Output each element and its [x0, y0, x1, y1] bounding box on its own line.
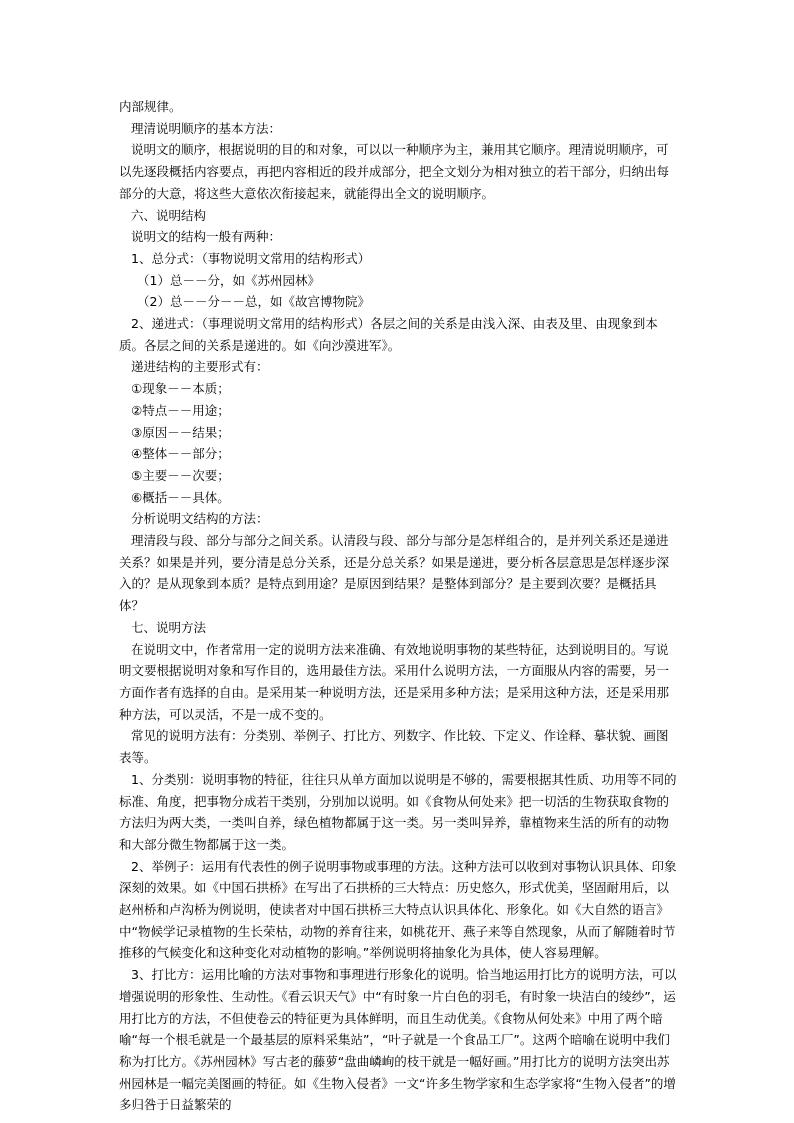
- list-item: （1）总－－分，如《苏州园林》: [137, 272, 320, 288]
- paragraph-heading: 分析说明文结构的方法：: [131, 511, 269, 527]
- list-item: 1、总分式：（事物说明文常用的结构形式）: [131, 250, 371, 266]
- list-item: 2、递进式：（事理说明文常用的结构形式）各层之间的关系是由浅入深、由表及里、由现象到本质。各层之间的关系是递进的。如《向沙漠进军》。: [119, 316, 658, 353]
- section-heading-seven: 七、说明方法: [131, 619, 207, 635]
- paragraph: 递进结构的主要形式有：: [131, 359, 269, 375]
- list-item: （2）总－－分－－总，如《故宫博物院》: [137, 294, 370, 310]
- paragraph: 说明文的结构一般有两种：: [131, 229, 282, 245]
- paragraph: 3、打比方：运用比喻的方法对事物和事理进行形象化的说明。恰当地运用打比方的说明方法，可以增强说明的形象性、生动性。《看云识天气》中“有时象一片白色的羽毛，有时象一块洁白的绫纱”，运用打比方的方法，不但使卷云的特征更为具体鲜明，而且生动优美。《食物从何处来》中用了两个暗喻“每一个根毛就是一个最基层的原料采集站”，“叶子就是一个食品工厂”。这两个暗喻在说明中我们称为打比方。《苏州园林》写古老的藤萝“盘曲嶙峋的枝干就是一幅好画。”用打比方的说明方法突出苏州园林是一幅完美图画的特征。如《生物入侵者》一文“许多生物学家和生态学家将“生物入侵者”的增多归咎于日益繁荣的: [119, 967, 677, 1113]
- paragraph: 理清段与段、部分与部分之间关系。认清段与段、部分与部分是怎样组合的，是并列关系还是递进关系？如果是并列，要分清是总分关系，还是分总关系？如果是递进，要分析各层意思是怎样逐步深入的？是从现象到本质？是特点到用途？是原因到结果？是整体到部分？是主要到次要？是概括具体？: [119, 533, 670, 614]
- paragraph-heading: 理清说明顺序的基本方法：: [131, 120, 282, 136]
- list-item: ④整体－－部分；: [131, 446, 230, 462]
- list-item: ①现象－－本质；: [131, 381, 230, 397]
- section-heading-six: 六、说明结构: [131, 207, 207, 223]
- paragraph: 2、举例子：运用有代表性的例子说明事物或事理的方法。这种方法可以收到对事物认识具体、印象深刻的效果。如《中国石拱桥》在写出了石拱桥的三大特点：历史悠久，形式优美，坚固耐用后，以赵州桥和卢沟桥为例说明，使读者对中国石拱桥三大特点认识具体化、形象化。如《大自然的语言》中“物候学记录植物的生长荣枯，动物的养育往来，如桃花开、燕子来等自然现象，从而了解随着时节推移的气候变化和这种变化对动植物的影响。”举例说明将抽象化为具体，使人容易理解。: [119, 858, 677, 961]
- list-item: ⑥概括－－具体。: [131, 489, 230, 505]
- paragraph: 在说明文中，作者常用一定的说明方法来准确、有效地说明事物的某些特征，达到说明目的。写说明文要根据说明对象和写作目的，选用最佳方法。采用什么说明方法，一方面服从内容的需要，另一方面作者有选择的自由。是采用某一种说明方法，还是采用多种方法；是采用这种方法，还是采用那种方法，可以灵活，不是一成不变的。: [119, 641, 670, 722]
- paragraph: 说明文的顺序，根据说明的目的和对象，可以以一种顺序为主，兼用其它顺序。理清说明顺序，可以先逐段概括内容要点，再把内容相近的段并成部分，把全文划分为相对独立的若干部分，归纳出每部分的大意，将这些大意依次衔接起来，就能得出全文的说明顺序。: [119, 142, 670, 201]
- list-item: ⑤主要－－次要；: [131, 467, 230, 483]
- paragraph: 1、分类别：说明事物的特征，往往只从单方面加以说明是不够的，需要根据其性质、功用等不同的标准、角度，把事物分成若干类别，分别加以说明。如《食物从何处来》把一切活的生物获取食物的方法归为两大类，一类叫自养，绿色植物都属于这一类。另一类叫异养，靠植物来生活的所有的动物和大部分微生物都属于这一类。: [119, 771, 677, 852]
- paragraph: 内部规律。: [119, 99, 182, 114]
- paragraph: 常见的说明方法有：分类别、举例子、打比方、列数字、作比较、下定义、作诠释、摹状貌、画图表等。: [119, 728, 669, 766]
- list-item: ②特点－－用途；: [131, 402, 230, 418]
- document-page: [119, 96, 679, 1116]
- list-item: ③原因－－结果；: [131, 424, 230, 440]
